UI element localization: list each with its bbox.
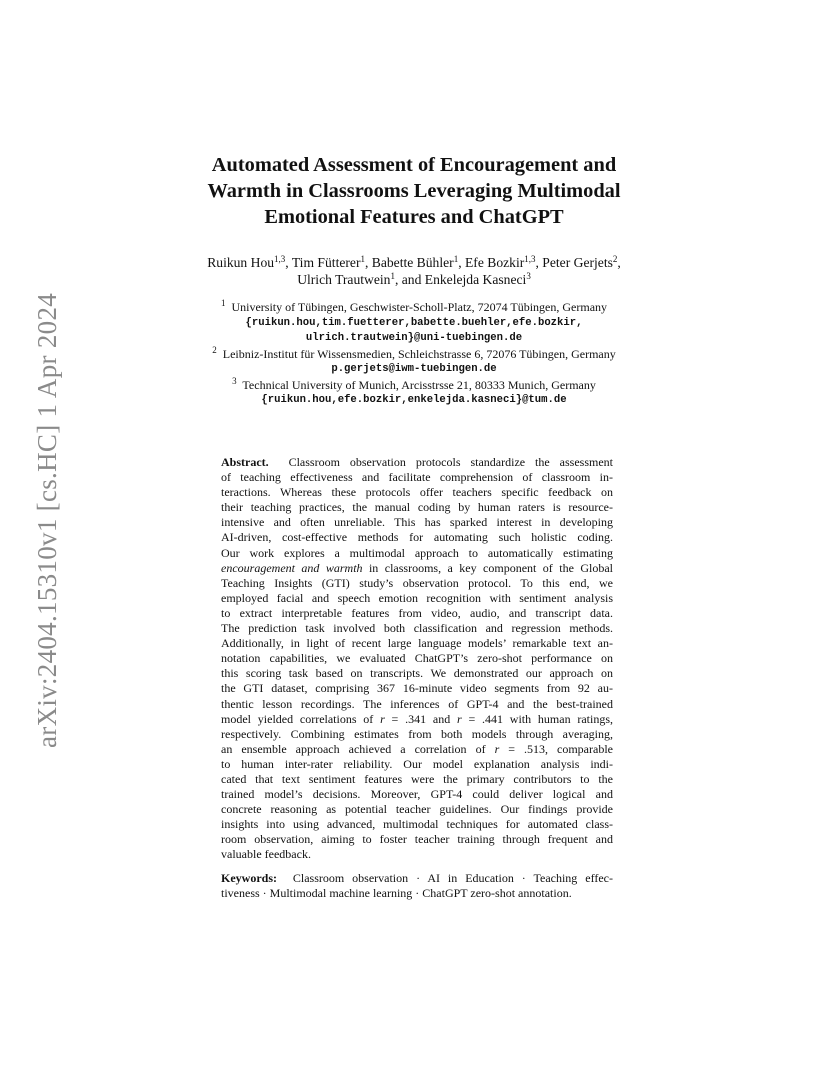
affiliation-line: [150, 300, 678, 316]
abstract-line: their teaching practices, the manual coding by human raters is resource-: [221, 500, 613, 515]
abstract-line: AI-driven, cost-effective methods for automating such holistic coding.: [221, 530, 613, 545]
abstract-line: [221, 561, 613, 576]
abstract-line: this scoring task based on transcripts. We demonstrated our approach on: [221, 666, 613, 681]
author-affiliation-mark: 2: [612, 254, 618, 264]
separator: , and: [394, 272, 425, 287]
author-name: Tim Fütterer: [291, 255, 361, 270]
keywords: [221, 871, 613, 901]
affiliation-text: Technical University of Munich, Arcisstrsse 21, 80333 Munich, Germany: [242, 377, 596, 392]
variable-r: r: [457, 711, 462, 726]
separator: ,: [458, 255, 465, 270]
emphasis: encouragement and warmth: [221, 560, 363, 575]
abstract-line: employed facial and speech emotion recognition with sentiment analysis: [221, 590, 613, 605]
abstract-line: intensive and often unreliable. This has sparked interest in developing: [221, 515, 613, 530]
affiliation-number: 2: [212, 344, 217, 355]
abstract-line: The prediction task involved both classification and regression methods.: [221, 621, 613, 636]
author-name: Babette Bühler: [371, 255, 454, 270]
abstract-line: the GTI dataset, comprising 367 16-minute video segments from 92 au-: [221, 681, 613, 696]
abstract-line: Teaching Insights (GTI) study’s observation protocol. To this end, we: [221, 575, 613, 590]
author-affiliation-mark: 1: [360, 254, 365, 264]
keywords-line: [221, 871, 613, 886]
abstract-line: respectively. Combining estimates from both models through averaging,: [221, 726, 613, 741]
abstract-heading: Abstract.: [221, 455, 269, 469]
abstract-line: Additionally, in light of recent large language models’ remarkable text an-: [221, 636, 613, 651]
abstract-line: thentic lesson recordings. The inferences of GPT-4 and the best-trained: [221, 696, 613, 711]
abstract-line: [221, 455, 613, 470]
author-list: [150, 254, 678, 288]
title-line: Automated Assessment of Encouragement and: [211, 154, 617, 176]
affiliation-number: 1: [220, 298, 226, 308]
abstract-line: teractions. Whereas these protocols offer teachers specific feedback on: [221, 485, 613, 500]
affiliation-number: 3: [232, 375, 237, 386]
abstract-line: [221, 712, 613, 727]
author-affiliation-mark: 1: [453, 254, 459, 264]
affiliation-text: Leibniz-Institut für Wissensmedien, Schleichstrasse 6, 72076 Tübingen, Germany: [222, 346, 616, 361]
separator: ,: [535, 255, 543, 270]
author-affiliation-mark: 3: [526, 271, 531, 281]
abstract-text: = .513, comparable: [499, 741, 613, 756]
variable-r: r: [494, 741, 500, 756]
author-name: Peter Gerjets: [542, 255, 613, 270]
author-name: Enkelejda Kasneci: [424, 272, 527, 287]
author-line: [150, 271, 678, 288]
author-name: Ruikun Hou: [207, 255, 275, 270]
affiliation-email: ulrich.trautwein}@uni-tuebingen.de: [305, 332, 523, 344]
abstract-text: model yielded correlations of: [221, 711, 381, 726]
affiliation-line: [150, 375, 678, 394]
author-name: Ulrich Trautwein: [297, 272, 391, 287]
variable-r: r: [380, 711, 385, 726]
abstract: [221, 455, 613, 863]
abstract-text: Classroom observation protocols standardize the assessment: [288, 455, 614, 469]
abstract-text: an ensemble approach achieved a correlation of: [221, 741, 495, 756]
abstract-line: [221, 742, 613, 757]
arxiv-identifier-stamp: arXiv:2404.15310v1 [cs.HC] 1 Apr 2024: [32, 292, 62, 748]
abstract-line: of teaching effectiveness and facilitate comprehension of classroom in-: [221, 470, 613, 485]
abstract-line: insights into using advanced, multimodal techniques for automated class-: [221, 817, 613, 832]
abstract-text: = .441 with human ratings,: [461, 711, 614, 726]
abstract-line: room observation, aiming to foster teacher training through frequent and: [221, 832, 613, 847]
abstract-line: cated that text sentiment features were the primary contributors to the: [221, 771, 613, 786]
abstract-line: Our work explores a multimodal approach to automatically estimating: [221, 545, 613, 560]
abstract-text: = .341 and: [384, 711, 457, 726]
abstract-line: to extract interpretable features from video, audio, and transcript data.: [221, 605, 613, 620]
author-affiliation-mark: 1,3: [274, 254, 286, 264]
abstract-text: in classrooms, a key component of the Global: [362, 560, 613, 575]
author-line: Ruikun Hou$^{1,3}$, Tim Fütterer$^1$, Babette Bühler$^1$, Efe Bozkir$^{1,3}$, Peter Gerjets$^2$,: [207, 254, 621, 270]
keywords-heading: Keywords:: [221, 871, 277, 885]
paper-title: [150, 152, 678, 230]
affiliation-text: University of Tübingen, Geschwister-Scholl-Platz, 72074 Tübingen, Germany: [231, 300, 608, 314]
abstract-line: notation capabilities, we evaluated ChatGPT’s zero-shot performance on: [221, 651, 613, 666]
author-affiliation-mark: 1: [390, 271, 395, 281]
abstract-line: to human inter-rater reliability. Our model explanation analysis indi-: [221, 756, 613, 771]
title-line: Warmth in Classrooms Leveraging Multimodal: [207, 180, 621, 202]
author-affiliation-mark: 1,3: [524, 254, 536, 264]
affiliation-line: [150, 344, 678, 363]
separator: ,: [285, 255, 292, 270]
abstract-line: concrete reasoning as potential teacher guidelines. Our findings provide: [221, 802, 613, 817]
abstract-line: valuable feedback.: [221, 847, 311, 862]
author-name: Efe Bozkir: [464, 255, 525, 270]
abstract-line: trained model’s decisions. Moreover, GPT-4 could deliver logical and: [221, 787, 613, 802]
keywords-line: tiveness · Multimodal machine learning · ChatGPT zero-shot annotation.: [221, 886, 572, 901]
affiliation-email: p.gerjets@iwm-tuebingen.de: [331, 363, 497, 375]
affiliations: [150, 300, 678, 409]
title-line: Emotional Features and ChatGPT: [264, 206, 564, 228]
affiliation-email: {ruikun.hou,efe.bozkir,enkelejda.kasneci}@tum.de: [261, 394, 567, 406]
affiliation-email: {ruikun.hou,tim.fuetterer,babette.buehler,efe.bozkir,: [245, 316, 583, 329]
keywords-text: Classroom observation · AI in Education · Teaching effec-: [292, 871, 613, 885]
separator: ,: [364, 255, 372, 270]
